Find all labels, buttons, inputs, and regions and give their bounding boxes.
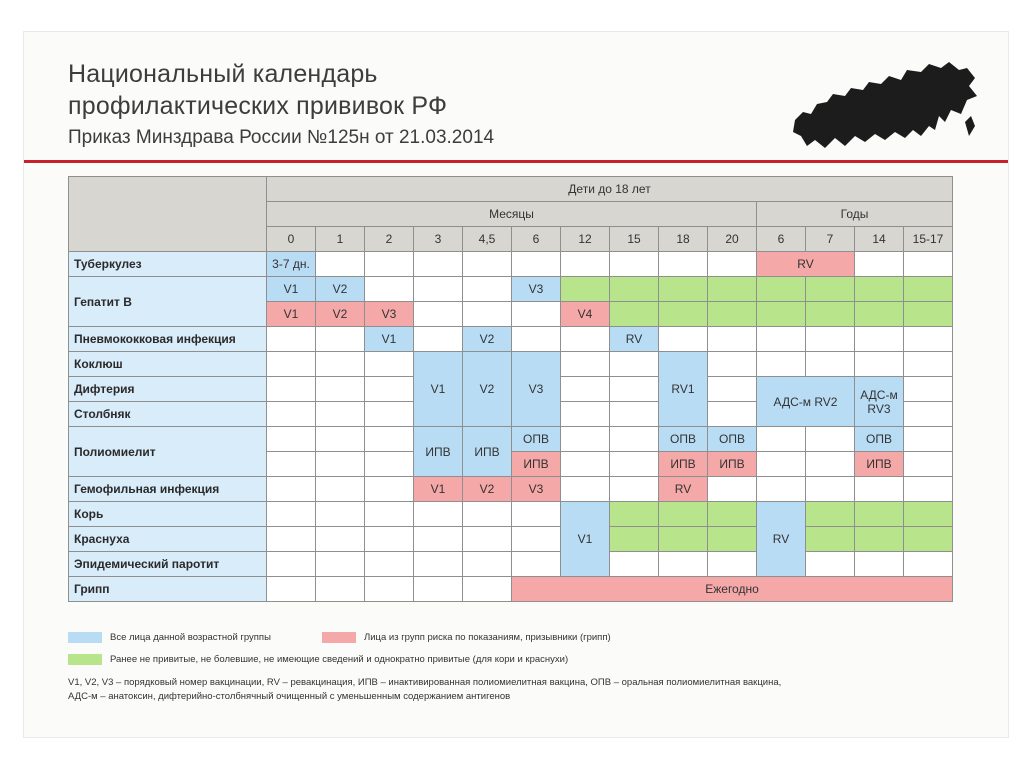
schedule-cell	[659, 327, 708, 352]
row-label-pertussis: Коклюш	[69, 352, 267, 377]
legend-item-red	[322, 632, 611, 643]
schedule-cell	[806, 327, 855, 352]
schedule-cell	[855, 252, 904, 277]
footnote	[68, 676, 868, 704]
schedule-cell	[708, 277, 757, 302]
schedule-cell: RV	[610, 327, 659, 352]
schedule-cell	[708, 377, 757, 402]
col-header: 1	[316, 227, 365, 252]
schedule-cell	[757, 277, 806, 302]
row-label-measles: Корь	[69, 502, 267, 527]
schedule-cell	[267, 427, 316, 452]
schedule-cell: ОПВ	[855, 427, 904, 452]
schedule-cell	[757, 302, 806, 327]
col-header: 4,5	[463, 227, 512, 252]
schedule-cell: V3	[365, 302, 414, 327]
col-header: 2	[365, 227, 414, 252]
schedule-cell: АДС-м RV2	[757, 377, 855, 427]
schedule-cell	[757, 352, 806, 377]
schedule-cell: V4	[561, 302, 610, 327]
schedule-cell	[904, 477, 953, 502]
header-months: Месяцы	[267, 202, 757, 227]
schedule-cell	[806, 352, 855, 377]
schedule-cell	[904, 327, 953, 352]
col-header: 3	[414, 227, 463, 252]
schedule-cell: V3	[512, 352, 561, 427]
schedule-cell	[806, 277, 855, 302]
schedule-cell	[855, 527, 904, 552]
schedule-cell	[904, 452, 953, 477]
schedule-cell: ИПВ	[855, 452, 904, 477]
schedule-cell	[855, 327, 904, 352]
schedule-cell	[365, 252, 414, 277]
schedule-cell: V2	[463, 327, 512, 352]
schedule-cell	[610, 477, 659, 502]
schedule-cell	[267, 527, 316, 552]
schedule-cell	[708, 352, 757, 377]
schedule-cell	[855, 502, 904, 527]
schedule-cell	[267, 377, 316, 402]
schedule-cell	[904, 527, 953, 552]
schedule-cell	[610, 452, 659, 477]
schedule-cell	[414, 327, 463, 352]
schedule-cell: Ежегодно	[512, 577, 953, 602]
legend-label: Ранее не привитые, не болевшие, не имеющие сведений и однократно привитые (для кори и краснухи)	[110, 654, 569, 666]
header-years: Годы	[757, 202, 953, 227]
schedule-cell	[561, 277, 610, 302]
schedule-cell	[904, 277, 953, 302]
schedule-cell	[904, 402, 953, 427]
schedule-cell	[610, 402, 659, 427]
schedule-cell	[414, 277, 463, 302]
schedule-cell	[757, 327, 806, 352]
schedule-cell	[316, 252, 365, 277]
col-header: 15-17	[904, 227, 953, 252]
schedule-cell	[708, 302, 757, 327]
schedule-cell	[806, 427, 855, 452]
schedule-table-wrap	[68, 176, 953, 602]
schedule-cell	[904, 552, 953, 577]
schedule-cell	[806, 502, 855, 527]
schedule-cell	[365, 477, 414, 502]
schedule-cell: RV1	[659, 352, 708, 427]
schedule-cell	[757, 477, 806, 502]
schedule-cell	[463, 577, 512, 602]
row-label-flu: Грипп	[69, 577, 267, 602]
row-label-rubella: Краснуха	[69, 527, 267, 552]
schedule-cell	[904, 352, 953, 377]
schedule-cell	[316, 502, 365, 527]
legend-swatch-red	[322, 632, 356, 643]
schedule-cell: V2	[463, 352, 512, 427]
col-header: 20	[708, 227, 757, 252]
schedule-cell	[659, 252, 708, 277]
schedule-cell	[708, 502, 757, 527]
col-header: 6	[757, 227, 806, 252]
schedule-cell	[561, 327, 610, 352]
schedule-cell	[267, 352, 316, 377]
schedule-cell	[463, 302, 512, 327]
schedule-cell: V3	[512, 477, 561, 502]
schedule-cell	[316, 402, 365, 427]
schedule-cell	[708, 402, 757, 427]
schedule-cell	[855, 302, 904, 327]
col-header: 15	[610, 227, 659, 252]
page-title-line1: Национальный календарь	[68, 60, 378, 88]
title-block	[68, 58, 494, 152]
schedule-cell	[512, 327, 561, 352]
row-label-diphtheria: Дифтерия	[69, 377, 267, 402]
schedule-cell: V1	[414, 352, 463, 427]
row-label-tetanus: Столбняк	[69, 402, 267, 427]
schedule-cell	[904, 427, 953, 452]
schedule-cell: RV	[757, 502, 806, 577]
schedule-cell	[855, 277, 904, 302]
schedule-cell	[561, 452, 610, 477]
row-label-mumps: Эпидемический паротит	[69, 552, 267, 577]
schedule-cell	[561, 402, 610, 427]
schedule-cell	[316, 527, 365, 552]
schedule-cell: АДС-м RV3	[855, 377, 904, 427]
schedule-cell: ОПВ	[512, 427, 561, 452]
footnote-line: V1, V2, V3 – порядковый номер вакцинации, RV – ревакцинация, ИПВ – инактивированная полиомиелитная вакцина, ОПВ – оральная полиомиелитная вакцина,	[68, 677, 782, 688]
schedule-cell: RV	[757, 252, 855, 277]
col-header: 14	[855, 227, 904, 252]
legend-label: Лица из групп риска по показаниям, призывники (грипп)	[364, 632, 611, 644]
schedule-cell	[757, 452, 806, 477]
schedule-cell	[806, 527, 855, 552]
schedule-cell	[610, 252, 659, 277]
schedule-cell: V3	[512, 277, 561, 302]
schedule-cell: ИПВ	[414, 427, 463, 477]
schedule-cell	[316, 352, 365, 377]
schedule-cell	[316, 552, 365, 577]
schedule-cell: RV	[659, 477, 708, 502]
page-subtitle: Приказ Минздрава России №125н от 21.03.2014	[68, 127, 495, 148]
schedule-cell	[708, 252, 757, 277]
legend-item-blue	[68, 632, 271, 643]
schedule-cell	[316, 327, 365, 352]
schedule-cell	[512, 502, 561, 527]
schedule-cell	[316, 427, 365, 452]
schedule-cell	[267, 327, 316, 352]
schedule-cell: V2	[316, 302, 365, 327]
schedule-cell	[610, 552, 659, 577]
row-label-pneumococcal: Пневмококковая инфекция	[69, 327, 267, 352]
schedule-cell	[414, 552, 463, 577]
schedule-cell: V1	[365, 327, 414, 352]
schedule-cell: V1	[561, 502, 610, 577]
schedule-cell	[561, 377, 610, 402]
schedule-cell	[659, 552, 708, 577]
schedule-cell	[659, 502, 708, 527]
schedule-cell	[561, 477, 610, 502]
schedule-cell	[414, 527, 463, 552]
schedule-cell	[512, 302, 561, 327]
schedule-cell	[414, 252, 463, 277]
col-header: 6	[512, 227, 561, 252]
schedule-cell	[561, 252, 610, 277]
schedule-cell	[561, 352, 610, 377]
schedule-cell	[659, 277, 708, 302]
schedule-cell: ИПВ	[659, 452, 708, 477]
footnote-line: АДС-м – анатоксин, дифтерийно-столбнячный очищенный с уменьшенным содержанием антигенов	[68, 691, 511, 702]
schedule-cell	[904, 252, 953, 277]
russia-map-icon	[789, 56, 985, 156]
legend-swatch-blue	[68, 632, 102, 643]
header-group: Дети до 18 лет	[267, 177, 953, 202]
schedule-cell	[463, 527, 512, 552]
schedule-cell	[365, 502, 414, 527]
schedule-cell	[316, 477, 365, 502]
schedule-cell	[904, 302, 953, 327]
legend-swatch-green	[68, 654, 102, 665]
table-corner	[69, 177, 267, 252]
schedule-cell	[365, 352, 414, 377]
schedule-cell	[610, 352, 659, 377]
calendar-sheet	[24, 32, 1008, 737]
schedule-cell	[267, 577, 316, 602]
schedule-cell	[365, 402, 414, 427]
schedule-cell: V2	[316, 277, 365, 302]
schedule-cell	[267, 402, 316, 427]
col-header: 12	[561, 227, 610, 252]
schedule-cell	[463, 252, 512, 277]
schedule-cell	[267, 552, 316, 577]
schedule-cell	[267, 452, 316, 477]
schedule-cell	[757, 427, 806, 452]
schedule-cell: ИПВ	[512, 452, 561, 477]
col-header: 18	[659, 227, 708, 252]
schedule-cell	[365, 427, 414, 452]
col-header: 7	[806, 227, 855, 252]
schedule-cell	[365, 577, 414, 602]
schedule-cell	[267, 477, 316, 502]
schedule-cell	[414, 502, 463, 527]
schedule-cell	[610, 302, 659, 327]
schedule-cell	[855, 352, 904, 377]
schedule-cell	[463, 502, 512, 527]
row-label-hib: Гемофильная инфекция	[69, 477, 267, 502]
schedule-cell: ИПВ	[708, 452, 757, 477]
schedule-cell	[463, 277, 512, 302]
row-label-tuberculosis: Туберкулез	[69, 252, 267, 277]
schedule-cell	[463, 552, 512, 577]
schedule-cell: ИПВ	[463, 427, 512, 477]
schedule-cell	[855, 477, 904, 502]
schedule-cell	[610, 527, 659, 552]
schedule-cell	[365, 377, 414, 402]
schedule-cell	[316, 452, 365, 477]
schedule-cell	[512, 527, 561, 552]
schedule-cell	[512, 552, 561, 577]
schedule-cell	[316, 577, 365, 602]
schedule-cell: ОПВ	[708, 427, 757, 452]
schedule-cell	[806, 302, 855, 327]
schedule-cell	[365, 452, 414, 477]
col-header: 0	[267, 227, 316, 252]
schedule-cell	[708, 527, 757, 552]
red-divider	[24, 160, 1008, 163]
row-label-hepatitis: Гепатит В	[69, 277, 267, 327]
schedule-cell	[414, 577, 463, 602]
schedule-cell	[904, 377, 953, 402]
vaccination-schedule-table	[68, 176, 953, 602]
schedule-cell	[610, 277, 659, 302]
schedule-cell	[610, 502, 659, 527]
schedule-cell: V1	[267, 302, 316, 327]
row-label-polio: Полиомиелит	[69, 427, 267, 477]
schedule-cell	[659, 527, 708, 552]
schedule-cell	[414, 302, 463, 327]
schedule-cell: V1	[414, 477, 463, 502]
schedule-cell: 3-7 дн.	[267, 252, 316, 277]
schedule-cell	[316, 377, 365, 402]
schedule-cell	[806, 477, 855, 502]
schedule-cell	[561, 427, 610, 452]
schedule-cell: ОПВ	[659, 427, 708, 452]
schedule-cell	[610, 377, 659, 402]
schedule-cell	[365, 527, 414, 552]
schedule-cell	[708, 327, 757, 352]
schedule-cell	[806, 452, 855, 477]
schedule-cell: V1	[267, 277, 316, 302]
schedule-cell	[512, 252, 561, 277]
legend-label: Все лица данной возрастной группы	[110, 632, 271, 644]
schedule-cell	[610, 427, 659, 452]
schedule-cell: V2	[463, 477, 512, 502]
legend-item-green	[68, 654, 568, 665]
schedule-cell	[365, 277, 414, 302]
page-title-line2: профилактических прививок РФ	[68, 92, 448, 120]
schedule-cell	[806, 552, 855, 577]
schedule-cell	[659, 302, 708, 327]
schedule-cell	[855, 552, 904, 577]
schedule-cell	[708, 552, 757, 577]
schedule-cell	[267, 502, 316, 527]
schedule-cell	[904, 502, 953, 527]
schedule-cell	[365, 552, 414, 577]
schedule-cell	[708, 477, 757, 502]
